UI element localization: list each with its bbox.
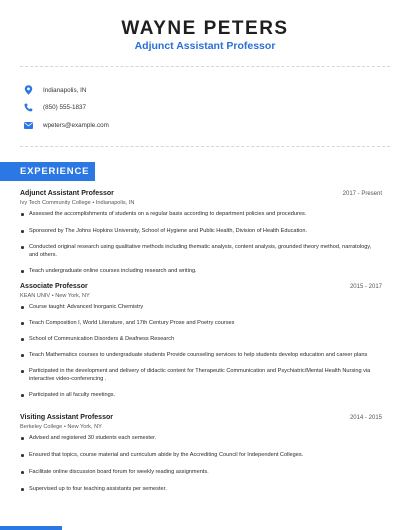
email-icon bbox=[22, 119, 34, 131]
section-heading-experience: EXPERIENCE bbox=[0, 162, 95, 181]
candidate-title: Adjunct Assistant Professor bbox=[134, 40, 276, 52]
divider bbox=[20, 146, 390, 147]
job-bullets bbox=[20, 434, 382, 493]
job-dates: 2017 - Present bbox=[342, 191, 382, 197]
bullet-item: Teach Mathematics courses to undergraduate students Provide counseling services to help students develop education and career plans bbox=[20, 351, 382, 359]
phone-icon bbox=[22, 101, 34, 113]
bullet-item: School of Communication Disorders & Deafness Research bbox=[20, 335, 382, 343]
divider bbox=[20, 66, 390, 67]
job-organization: Ivy Tech Community College • Indianapolis, IN bbox=[20, 200, 135, 206]
job-dates: 2014 - 2015 bbox=[349, 415, 382, 421]
bullet-item: Conducted original research using qualitative methods including thematic analysis, content analysis, grounded theory method, narratology, and others. bbox=[20, 243, 382, 259]
bullet-item: Facilitate online discussion board forum for weekly reading assignments. bbox=[20, 468, 382, 476]
job-title: Adjunct Assistant Professor bbox=[20, 190, 114, 197]
job-organization: Berkeley College • New York, NY bbox=[20, 424, 102, 430]
job-title: Associate Professor bbox=[20, 283, 88, 290]
job-bullets bbox=[20, 303, 382, 399]
bullet-item: Sponsored by The Johns Hopkins University, School of Hygiene and Public Health, Division of Health Education. bbox=[20, 227, 382, 235]
bullet-item: Teach Composition I, World Literature, and 17th Century Prose and Poetry courses bbox=[20, 319, 382, 327]
job-bullets bbox=[20, 210, 382, 275]
bullet-item: Assessed the accomplishments of students on a regular basis according to department policies and procedures. bbox=[20, 210, 382, 218]
candidate-name: WAYNE PETERS bbox=[121, 18, 289, 39]
next-section-heading-bar bbox=[0, 526, 62, 530]
bullet-item: Supervised up to four teaching assistants per semester. bbox=[20, 485, 382, 493]
bullet-item: Advised and registered 30 students each semester. bbox=[20, 434, 382, 442]
bullet-item: Teach undergraduate online courses including research and writing. bbox=[20, 267, 382, 275]
job-title: Visiting Assistant Professor bbox=[20, 414, 113, 421]
job-entry bbox=[20, 414, 382, 493]
job-organization: KEAN UNIV • New York, NY bbox=[20, 293, 90, 299]
bullet-item: Ensured that topics, course material and curriculum abide by the Accrediting Council for Independent Colleges. bbox=[20, 451, 382, 459]
job-entry bbox=[20, 190, 382, 275]
bullet-item: Participated in the development and delivery of didactic content for Therapeutic Communication and Psychiatric/Mental Health Nursing via interactive video-conferencing . bbox=[20, 367, 382, 383]
job-dates: 2015 - 2017 bbox=[349, 284, 382, 290]
contact-email bbox=[22, 119, 109, 131]
contact-phone bbox=[22, 101, 86, 113]
bullet-item: Participated in all faculty meetings. bbox=[20, 391, 382, 399]
contact-location bbox=[22, 84, 86, 96]
contact-email-text: wpeters@example.com bbox=[43, 121, 109, 129]
contact-phone-text: (850) 555-1837 bbox=[43, 103, 87, 111]
contact-location-text: Indianapolis, IN bbox=[43, 86, 87, 94]
job-entry bbox=[20, 283, 382, 399]
location-pin-icon bbox=[22, 84, 34, 96]
bullet-item: Course taught: Advanced Inorganic Chemistry bbox=[20, 303, 382, 311]
